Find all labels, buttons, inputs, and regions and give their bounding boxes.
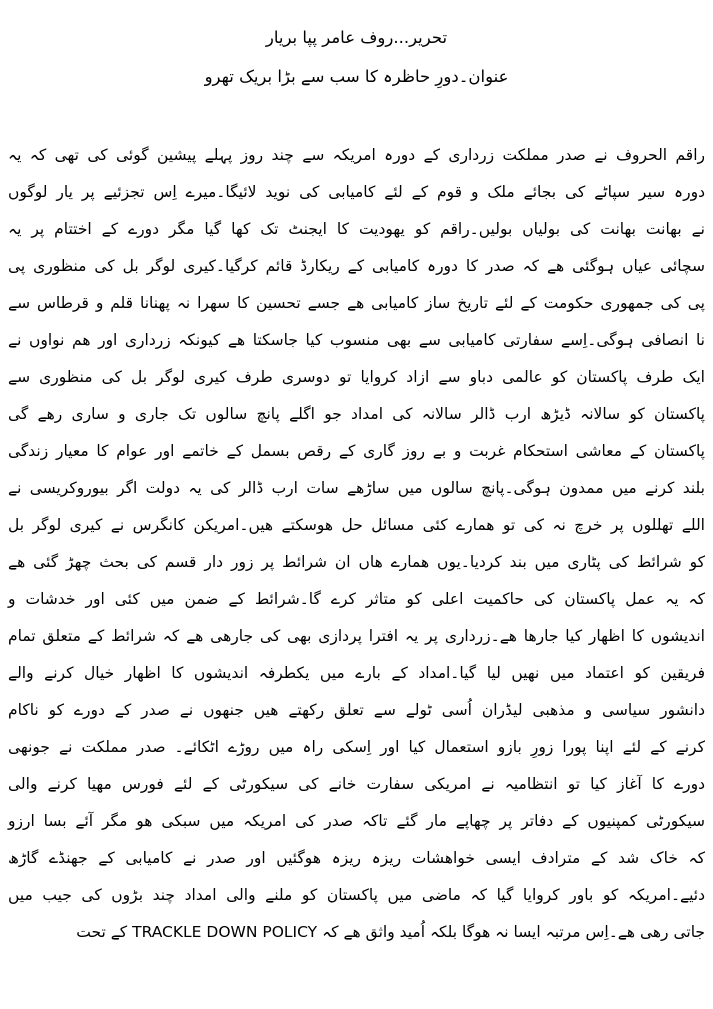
body-line: جاتی رھی ھے۔اِس مرتبہ ایسا نہ ھوگا بلکہ اُمید واثق ھے کہ TRACKLE DOWN POLICY کے تحت [76, 923, 705, 941]
body-line: کو شرائط کی پٹاری میں بند کردیا۔یوں ھمارے ھاں ان شرائط پر زور دار قسم کی بحث چھڑ گئی ھے [8, 553, 705, 571]
body-line: سچائی عیاں ہوگئی ھے کہ صدر کا دورہ کامیابی کے ریکارڈ قائم کرگیا۔کیری لوگر بل کی منظوری پی [8, 257, 705, 275]
body-line: نا انصافی ہوگی۔اِسے سفارتی کامیابی سے بھی منسوب کیا جاسکتا ھے کیونکہ زرداری اور ھم نواوں نے [8, 331, 705, 349]
body-line: فریقین کو اعتماد میں نھیں لیا گیا۔امداد کے بارے میں یکطرفہ اندیشوں کا اظھار خیال کرنے والے [8, 664, 705, 682]
body-line: پاکستان کے معاشی استحکام غربت و بے روز گاری کے رقص بسمل کے خاتمے اور عوام کا معیار زندگی [8, 442, 705, 460]
body-line: ایک طرف پاکستان کو عالمی دباو سے ازاد کروایا تو دوسری طرف کیری لوگر بل کی منظوری سے [8, 368, 705, 386]
body-line: دانشور سیاسی و مذھبی لیڈران اُسی ٹولے سے تعلق رکھتے ھیں جنھوں نے صدر کے دورے کو ناکام [8, 701, 705, 719]
body-line: بلند کرنے میں ممدون ہوگی۔پانچ سالوں میں ساڑھے سات ارب ڈالر کی یہ دولت اگر بیوروکریسی نے [8, 479, 705, 497]
body-line: دورے کا آغاز کیا تو انتظامیہ نے امریکی سفارت خانے کی سیکورٹی کے لئے فورس مھیا کرنے والی [8, 775, 705, 793]
body-line: پی کی جمھوری حکومت کے لئے تاریخ ساز کامیابی ھے جسے تحسین کا سھرا نہ پھنانا قلم و قرطاس سے [8, 294, 705, 312]
body-line: کہ یہ عمل پاکستان کی حاکمیت اعلی کو متاثر کرے گا۔شرائط کے ضمن میں کئی اور خدشات و [8, 590, 705, 608]
body-line: کرنے کے لئے اپنا پورا زورِ بازو استعمال کیا اور اِسکی راہ میں روڑے اٹکائے۔ صدر مملکت نے جونھی [8, 738, 705, 756]
body-line: سیکورٹی کمپنیوں کے دفاتر پر چھاپے مار گئے تاکہ صدر کی امریکہ میں سبکی ھو مگر آئے بسا ارزو [8, 812, 705, 830]
body-line: کہ خاک شد کے مترادف ایسی خواھشات ریزہ ریزہ ھوگئیں اور صدر نے کامیابی کے جھنڈے گاڑھ [8, 849, 705, 867]
body-line: پاکستان کو سالانہ ڈیڑھ ارب ڈالر سالانہ کی امداد جو اگلے پانچ سالوں تک جاری و ساری رھے گی [8, 405, 705, 423]
body-line: دورہ سیر سپاٹے کی بجائے ملک و قوم کے لئے کامیابی کی نوید لائیگا۔میرے اِس تجزئیے پر یار لوگوں [8, 183, 705, 201]
body-line: اندیشوں کا اظھار کیا جارھا ھے۔زرداری پر یہ افترا پردازی بھی کی جارھی ھے کہ شرائط کے متعلق تمام [8, 627, 705, 645]
body-line: دئیے۔امریکہ کو باور کروایا گیا کہ ماضی میں پاکستان کو ملنے والی امداد چند بڑوں کی جیب میں [8, 886, 705, 904]
author-line: تحریر...روف عامر پپا بریار [265, 28, 448, 47]
body-line: اللے تھللوں پر خرچ نہ کی تو ھمارے کئی مسائل حل ھوسکتے ھیں۔امریکن کانگرس نے کیری لوگر بل [8, 516, 705, 534]
body-line: نے بھانت بھانت کی بولیاں بولیں۔راقم کو یھودیت کا ایجنٹ تک کھا گیا مگر دورے کے اختتام پر یہ [8, 220, 705, 238]
body-line: راقم الحروف نے صدر مملکت زرداری کے دورہ امریکہ سے چند روز پہلے پیشین گوئی کی تھی کہ یہ [8, 146, 705, 164]
article-title: عنوان۔دورِ حاظرہ کا سب سے بڑا بریک تھرو [204, 67, 509, 86]
